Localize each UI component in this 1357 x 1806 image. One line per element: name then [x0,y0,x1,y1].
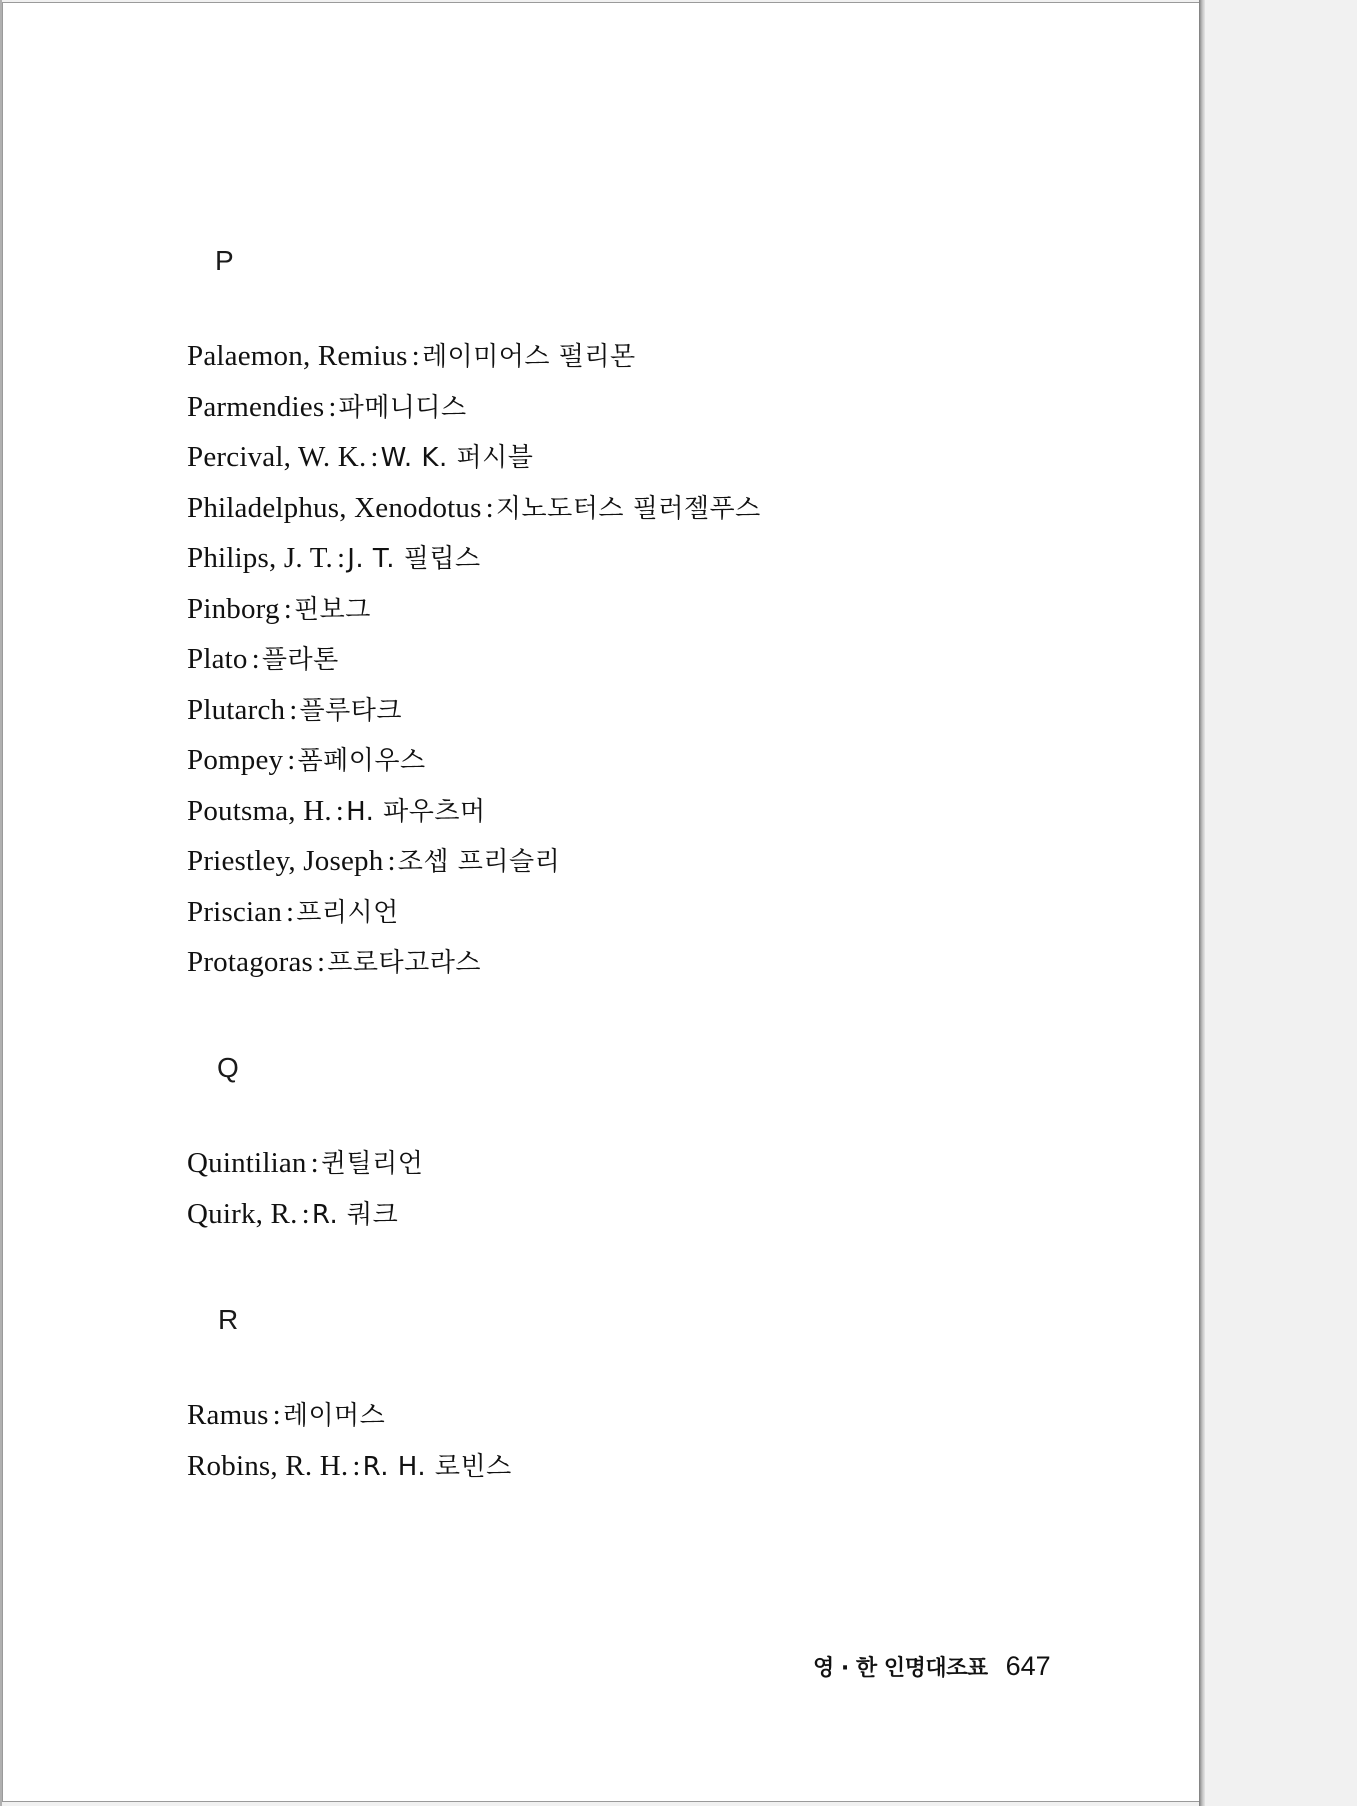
entry-list-q [187,1138,423,1239]
entry-korean-name: 레이미어스 펄리몬 [421,342,636,372]
entry-separator: : [335,794,345,827]
entry-separator: : [251,643,260,675]
entry-separator: : [387,845,396,877]
entry-separator: : [317,946,326,978]
entry-english-name: Quirk, R. [187,1197,298,1230]
index-entry [187,786,761,837]
index-entry [187,584,761,635]
index-entry [187,1138,423,1189]
document-page [2,2,1200,1802]
index-entry [187,735,761,786]
entry-korean-name: 프리시언 [296,897,399,928]
entry-separator: : [310,1147,319,1179]
page-footer [813,1651,1051,1682]
entry-english-name: Plato [187,643,248,675]
index-entry [187,331,761,382]
index-entry [187,1441,512,1492]
entry-english-name: Protagoras [187,946,314,978]
entry-separator: : [336,542,346,574]
entry-korean-name: R. H. 로빈스 [362,1451,512,1482]
entry-korean-name: 레이머스 [282,1401,386,1431]
index-entry [187,533,761,584]
entry-english-name: Robins, R. H. [187,1449,349,1482]
entry-korean-name: W. K. 퍼시블 [380,443,534,473]
index-entry [187,1390,512,1441]
entry-english-name: Parmendies [187,390,325,423]
entry-english-name: Ramus [187,1399,269,1431]
entry-separator: : [352,1449,361,1482]
entry-separator: : [287,744,296,776]
entry-english-name: Philadelphus, Xenodotus [187,491,482,524]
entry-english-name: Philips, J. T. [187,542,333,574]
index-entry [187,382,761,433]
entry-english-name: Priscian [187,895,283,928]
entry-korean-name: R. 쿼크 [311,1199,399,1230]
entry-separator: : [328,390,337,423]
index-entry [187,483,761,534]
entry-separator: : [301,1197,310,1230]
entry-korean-name: 파메니디스 [338,392,467,423]
page-edge-right [1199,0,1205,1806]
entry-separator: : [283,592,292,625]
entry-list-r [187,1390,512,1491]
page-number: 647 [1005,1651,1051,1681]
entry-separator: : [485,491,494,524]
entry-korean-name: 퀸틸리언 [320,1149,424,1179]
index-entry [187,432,761,483]
entry-list-p [187,331,761,988]
entry-separator: : [272,1399,281,1431]
entry-separator: : [411,340,420,372]
entry-korean-name: 지노도터스 필러젤푸스 [495,493,761,524]
section-heading-q: Q [217,1052,239,1083]
index-entry [187,836,761,887]
entry-english-name: Percival, W. K. [187,441,367,473]
index-entry [187,634,761,685]
entry-english-name: Plutarch [187,693,286,726]
entry-english-name: Palaemon, Remius [187,340,408,372]
entry-english-name: Pompey [187,744,284,776]
entry-korean-name: 프로타고라스 [327,948,481,978]
entry-korean-name: 조셉 프리슬리 [397,847,561,877]
entry-korean-name: 플루타크 [299,695,402,726]
entry-separator: : [289,693,298,726]
entry-english-name: Quintilian [187,1147,307,1179]
entry-english-name: Priestley, Joseph [187,845,384,877]
entry-korean-name: 플라톤 [261,645,339,675]
section-heading-r: R [218,1304,239,1335]
entry-english-name: Pinborg [187,592,280,625]
index-entry [187,937,761,988]
index-entry [187,685,761,736]
entry-english-name: Poutsma, H. [187,794,332,827]
entry-separator: : [286,895,295,928]
entry-korean-name: J. T. 필립스 [347,544,481,574]
entry-korean-name: 폼페이우스 [297,746,426,776]
running-footer-title: 영 · 한 인명대조표 [813,1656,988,1681]
index-entry [187,1189,423,1240]
entry-korean-name: 핀보그 [294,594,371,625]
entry-separator: : [370,441,379,473]
index-entry [187,887,761,938]
entry-korean-name: H. 파우츠머 [346,796,486,827]
section-heading-p: P [215,245,234,276]
